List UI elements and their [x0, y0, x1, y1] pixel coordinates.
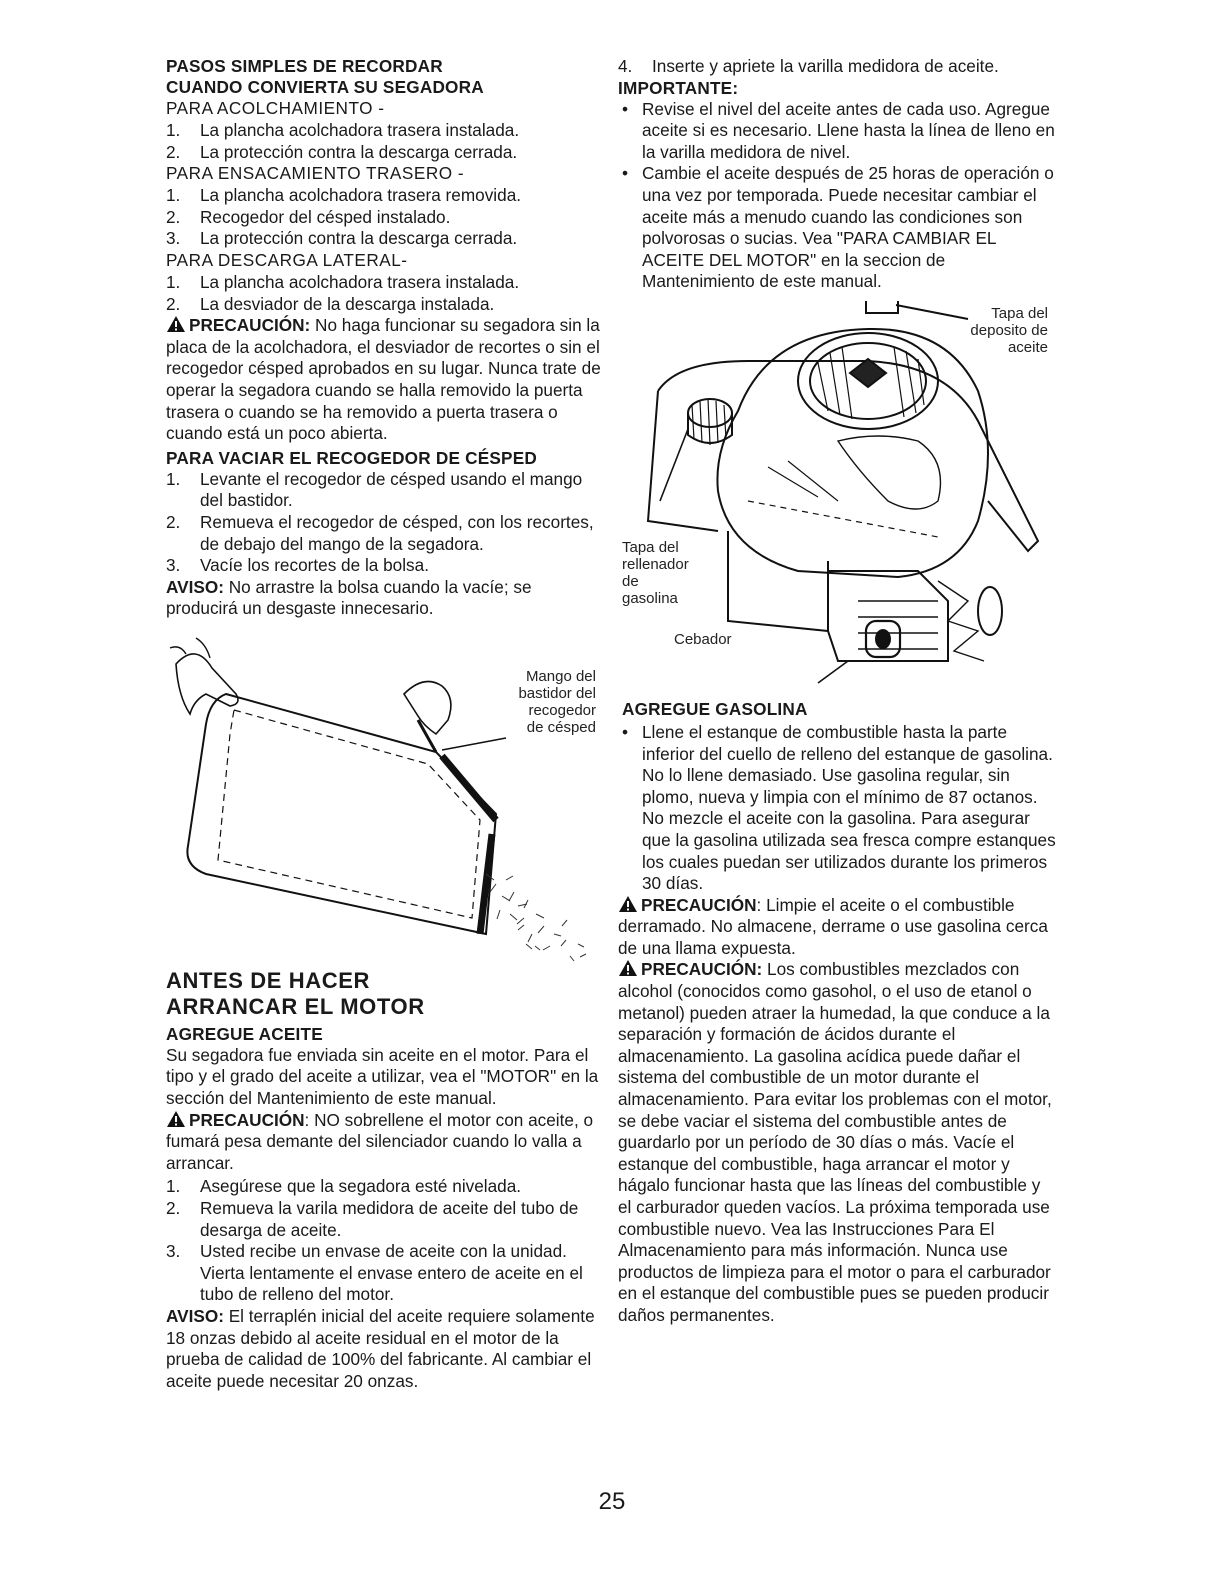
item-text: Recogedor del césped instalado. — [200, 206, 451, 227]
item-text: La plancha acolchadora trasera instalada. — [200, 120, 520, 140]
caution-label: PRECAUCIÓN — [641, 894, 757, 915]
caution-paragraph-2 — [166, 1110, 606, 1175]
item-text: La desviador de la descarga instalada. — [200, 293, 495, 314]
item-text: Remueva el recogedor de césped, con los recortes, de debajo del mango de la segadora. — [200, 511, 594, 554]
item-number: 1. — [166, 271, 181, 292]
bullet-text: Revise el nivel del aceite antes de cada uso. Agregue aceite si es necesario. Llene hasta la línea de lleno en la varilla medidora de nivel. — [642, 98, 1055, 162]
bullet-icon: • — [622, 721, 629, 742]
caution-text: : Limpie el aceite o el combustible derramado. No almacene, derrame o use gasolina cerca de una llama expuesta. — [618, 894, 1048, 958]
heading-line: PASOS SIMPLES DE RECORDAR — [166, 56, 443, 76]
label-line: Tapa del — [622, 538, 679, 556]
list-item — [166, 512, 606, 555]
label-line: Tapa del — [991, 304, 1048, 322]
list-item — [166, 272, 606, 294]
heading-line: CUANDO CONVIERTA SU SEGADORA — [166, 77, 484, 97]
list-item — [166, 555, 606, 577]
caution-paragraph — [166, 315, 606, 445]
caution-label: PRECAUCIÓN: — [641, 959, 763, 980]
label-mango-bastidor — [506, 668, 596, 736]
aviso-text: El terraplén inicial del aceite requiere solamente 18 onzas debido al aceite residual en el motor de la prueba de calidad de 100% del fabricante. Al cambiar el aceite puede necesitar 20 onzas. — [166, 1306, 595, 1391]
item-text: Remueva la varila medidora de aceite del tubo de desarga de aceite. — [200, 1198, 579, 1240]
list-item — [166, 120, 606, 142]
list-ensacamiento — [166, 185, 606, 250]
item-text: Levante el recogedor de césped usando el mango del bastidor. — [200, 468, 583, 511]
bullet-item — [618, 99, 1058, 164]
heading-agregue-aceite: AGREGUE ACEITE — [166, 1023, 323, 1044]
heading-line: ANTES DE HACER — [166, 967, 370, 993]
item-text: La protección contra la descarga cerrada. — [200, 141, 518, 162]
item-text: La protección contra la descarga cerrada. — [200, 228, 518, 249]
heading-agregue-gasolina: AGREGUE GASOLINA — [622, 698, 808, 719]
bullet-item — [618, 722, 1058, 895]
heading-vaciar: PARA VACIAR EL RECOGEDOR DE CÉSPED — [166, 447, 537, 468]
list-item — [166, 207, 606, 229]
label-line: gasolina — [622, 589, 678, 607]
item-number: 3. — [166, 228, 181, 249]
caution-text: Los combustibles mezclados con alcohol (conocidos como gasohol, o el uso de etanol o metanol) pueden atraer la humedad, la que conduce a la separación y formación de ácidos durante el almacenamiento. La gasolina acídica puede dañar el sistema del combustible de un motor durante el almacenamiento. Para evitar los problemas con el motor, se debe vaciar el sistema del combustible antes de guardarlo por un período de 30 días o más. Vacíe el estanque del combustible, haga arrancar el motor y hágalo funcionar hasta que las líneas del combustible y el carburador queden vacíos. La próxima temporada use combustible nuevo. Vea las Instrucciones Para El Almacenamiento para más información. Nunca use productos de limpieza para el motor o para el carburador en el estanque del combustible pues se pueden producir daños permanentes. — [618, 959, 1052, 1325]
item-number: 1. — [166, 468, 181, 489]
subheading-lateral: PARA DESCARGA LATERAL- — [166, 249, 408, 270]
item-text: Usted recibe un envase de aceite con la unidad. Vierta lentamente el envase entero de aceite en el tubo de relleno del motor. — [200, 1241, 583, 1305]
item-text: La plancha acolchadora trasera instalada. — [200, 271, 520, 292]
label-cebador: Cebador — [674, 630, 732, 648]
list-vaciar — [166, 469, 606, 577]
bullet-icon: • — [622, 163, 629, 184]
item-number: 2. — [166, 293, 181, 314]
list-item — [166, 1176, 606, 1198]
label-tapa-deposito-aceite — [958, 305, 1048, 356]
bullet-text: Llene el estanque de combustible hasta la parte inferior del cuello de relleno del estanque de gasolina. No lo llene demasiado. Use gasolina regular, sin plomo, nueva y limpia con el mínimo de 87 octanos. No mezcle el aceite con la gasolina. Para asegurar que la gasolina utilizada sea fresca compre estanques los cuales puedan ser utilizados durante los primeros 30 días. — [642, 721, 1056, 894]
item-text: La plancha acolchadora trasera removida. — [200, 185, 522, 206]
item-text: Asegúrese que la segadora esté nivelada. — [200, 1176, 522, 1197]
item-text: Inserte y apriete la varilla medidora de aceite. — [652, 56, 999, 76]
item-text: Vacíe los recortes de la bolsa. — [200, 555, 429, 576]
warning-icon — [166, 315, 186, 333]
item-number: 2. — [166, 1198, 181, 1219]
grass-catcher-figure — [166, 634, 606, 974]
list-item-4 — [618, 56, 1058, 78]
heading-line: ARRANCAR EL MOTOR — [166, 993, 425, 1019]
aviso-paragraph-2 — [166, 1306, 606, 1392]
label-line: bastidor del — [518, 684, 596, 702]
list-item — [166, 1241, 606, 1306]
label-line: de — [622, 572, 639, 590]
label-line: aceite — [1007, 338, 1048, 356]
item-number: 1. — [166, 120, 181, 140]
gasolina-bullets — [618, 722, 1058, 895]
item-number: 3. — [166, 1241, 181, 1262]
bullet-icon: • — [622, 98, 629, 119]
label-line: deposito de — [970, 321, 1048, 339]
label-line: Mango del — [525, 667, 596, 685]
caution-text: No haga funcionar su segadora sin la placa de la acolchadora, el desviador de recortes o sin el recogedor césped aprobados en su lugar. Nunca trate de operar la segadora cuando se halla removido la puerta trasera o cuando se ha removido a puerta trasera o cuando está un poco abierta. — [166, 315, 601, 444]
label-line: recogedor — [528, 701, 596, 719]
label-tapa-gasolina — [622, 539, 689, 607]
page-number: 25 — [598, 1488, 626, 1515]
item-number: 4. — [618, 56, 633, 76]
subheading-acolchamiento: PARA ACOLCHAMIENTO - — [166, 98, 385, 118]
item-number: 2. — [166, 141, 181, 162]
label-line: de césped — [526, 718, 596, 736]
heading-importante: IMPORTANTE: — [618, 77, 739, 98]
item-number: 1. — [166, 185, 181, 206]
list-aceite — [166, 1176, 606, 1306]
item-number: 2. — [166, 206, 181, 227]
aviso-label: AVISO: — [166, 576, 224, 597]
list-item — [166, 1198, 606, 1241]
warning-icon — [618, 959, 638, 977]
aviso-text: No arrastre la bolsa cuando la vacíe; se producirá un desgaste innecesario. — [166, 576, 532, 619]
section-heading-antes — [166, 968, 606, 1020]
list-acolchamiento — [166, 120, 606, 163]
warning-icon — [618, 895, 638, 913]
aviso-paragraph — [166, 577, 606, 620]
list-item — [166, 142, 606, 164]
label-line: rellenador — [622, 555, 689, 573]
section-heading-pasos — [166, 56, 606, 98]
left-column — [166, 56, 606, 1392]
item-number: 3. — [166, 555, 181, 576]
list-item — [166, 228, 606, 250]
caution-paragraph-3 — [618, 895, 1058, 960]
warning-icon — [166, 1110, 186, 1128]
right-column — [618, 56, 1058, 1327]
list-lateral — [166, 272, 606, 315]
item-number: 2. — [166, 511, 181, 532]
bullet-item — [618, 163, 1058, 293]
item-number: 1. — [166, 1176, 181, 1197]
subheading-ensacamiento: PARA ENSACAMIENTO TRASERO - — [166, 163, 465, 184]
importante-bullets — [618, 99, 1058, 293]
caution-label: PRECAUCIÓN: — [189, 315, 311, 336]
list-item — [618, 56, 1058, 78]
caution-text: : NO sobrellene el motor con aceite, o fumará pesa demante del silenciador cuando lo valla a arrancar. — [166, 1109, 594, 1173]
list-item — [166, 294, 606, 316]
list-item — [166, 185, 606, 207]
list-item — [166, 469, 606, 512]
caution-paragraph-4 — [618, 959, 1058, 1326]
engine-figure — [618, 301, 1058, 693]
aviso-label: AVISO: — [166, 1306, 224, 1326]
caution-label: PRECAUCIÓN — [189, 1109, 305, 1130]
aceite-paragraph: Su segadora fue enviada sin aceite en el motor. Para el tipo y el grado del aceite a utilizar, vea el "MOTOR" en la sección del Mantenimiento de este manual. — [166, 1044, 599, 1109]
bullet-text: Cambie el aceite después de 25 horas de operación o una vez por temporada. Puede necesitar cambiar el aceite más a menudo cuando las condiciones son polvorosas o sucias. Vea "PARA CAMBIAR EL ACEITE DEL MOTOR" en la seccion de Mantenimiento de este manual. — [642, 163, 1054, 292]
